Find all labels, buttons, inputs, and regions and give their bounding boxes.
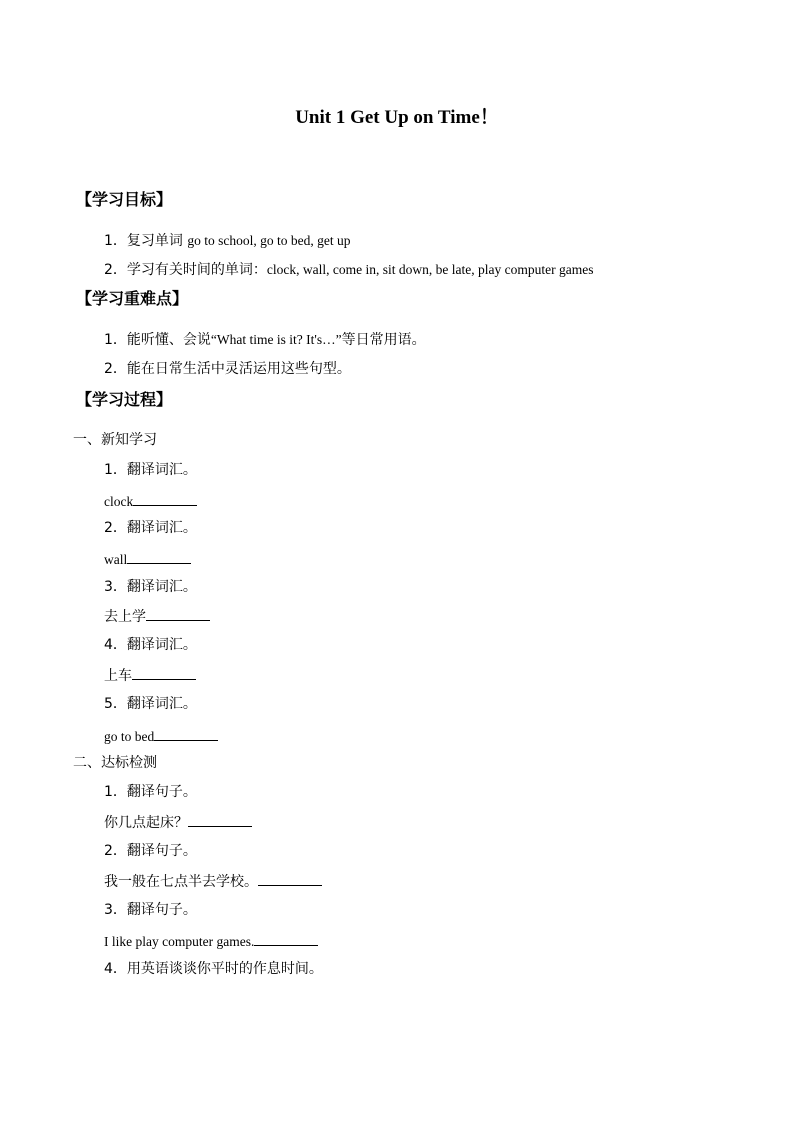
- item-text-zh: 复习单词: [126, 233, 188, 249]
- exercise-prompt: [104, 841, 197, 861]
- exercise-answer-line: [104, 606, 210, 627]
- exercise-prompt: [104, 635, 197, 655]
- process-heading: 【学习过程】: [76, 390, 173, 409]
- exercise-text: 翻译词汇。: [126, 462, 197, 478]
- exercise-answer-line: [104, 665, 196, 686]
- exercise-prompt: [104, 959, 323, 979]
- exercise-number: 1．: [104, 462, 127, 478]
- item-text-zh: 学习有关时间的单词：: [126, 262, 267, 278]
- item-text-en: go to school, go to bed, get up: [187, 233, 351, 248]
- exercise-number: 5．: [104, 696, 127, 712]
- exercise-text: 翻译句子。: [126, 902, 197, 918]
- goals-heading: 【学习目标】: [76, 190, 173, 209]
- exercise-answer-line: [104, 491, 197, 512]
- goal-item-2: [104, 260, 593, 280]
- exercise-answer-line: [104, 931, 318, 952]
- answer-blank[interactable]: [127, 549, 191, 564]
- exercise-number: 3．: [104, 902, 127, 918]
- exercise-prompt: [104, 782, 197, 802]
- exercise-answer-line: [104, 812, 252, 833]
- item-text-en: “What time is it? It's…”: [210, 332, 342, 347]
- item-number: 1．: [104, 233, 127, 249]
- exercise-text: 翻译词汇。: [126, 579, 197, 595]
- exercise-prompt: [104, 518, 197, 538]
- exercise-number: 3．: [104, 579, 127, 595]
- part2-label: 二、达标检测: [73, 755, 157, 771]
- exercise-answer-line: [104, 871, 322, 892]
- exercise-text: 翻译句子。: [126, 784, 197, 800]
- exercise-answer-line: [104, 726, 218, 747]
- page-title: Unit 1 Get Up on Time！: [295, 107, 499, 128]
- answer-blank[interactable]: [154, 726, 218, 741]
- answer-blank[interactable]: [146, 606, 210, 621]
- exercise-term: go to bed: [104, 729, 155, 744]
- answer-blank[interactable]: [133, 491, 197, 506]
- item-number: 2．: [104, 262, 127, 278]
- answer-blank[interactable]: [258, 871, 322, 886]
- exercise-number: 1．: [104, 784, 127, 800]
- exercise-prompt: [104, 460, 197, 480]
- exercise-term: wall: [104, 552, 128, 567]
- exercise-prompt: [104, 577, 197, 597]
- answer-blank[interactable]: [132, 665, 196, 680]
- item-text-zh: 能在日常生活中灵活运用这些句型。: [126, 361, 351, 377]
- difficulty-item-1: [104, 330, 426, 350]
- exercise-number: 4．: [104, 637, 127, 653]
- exercise-term: 去上学: [104, 609, 146, 625]
- item-number: 1．: [104, 332, 127, 348]
- exercise-prompt: [104, 900, 197, 920]
- goal-item-1: [104, 231, 350, 251]
- exercise-answer-line: [104, 549, 191, 570]
- exercise-text: 翻译词汇。: [126, 637, 197, 653]
- answer-blank[interactable]: [188, 812, 252, 827]
- exercise-text: 翻译词汇。: [126, 520, 197, 536]
- exercise-number: 2．: [104, 520, 127, 536]
- exercise-term: 上车: [104, 668, 132, 684]
- exercise-prompt: [104, 694, 197, 714]
- exercise-sentence: 你几点起床？: [104, 815, 188, 831]
- exercise-number: 2．: [104, 843, 127, 859]
- item-text-en: clock, wall, come in, sit down, be late, play computer games: [266, 262, 594, 277]
- exercise-sentence: I like play computer games.: [104, 934, 255, 949]
- exercise-text: 翻译词汇。: [126, 696, 197, 712]
- item-number: 2．: [104, 361, 127, 377]
- exercise-text: 翻译句子。: [126, 843, 197, 859]
- item-text-zh: 能听懂、会说: [126, 332, 211, 348]
- exercise-number: 4．: [104, 961, 127, 977]
- difficulty-item-2: [104, 359, 351, 379]
- difficulties-heading: 【学习重难点】: [76, 289, 189, 308]
- part1-label: 一、新知学习: [73, 432, 157, 448]
- item-text-zh: 等日常用语。: [341, 332, 426, 348]
- exercise-term: clock: [104, 494, 134, 509]
- exercise-sentence: 我一般在七点半去学校。: [104, 874, 258, 890]
- answer-blank[interactable]: [254, 931, 318, 946]
- exercise-text: 用英语谈谈你平时的作息时间。: [126, 961, 323, 977]
